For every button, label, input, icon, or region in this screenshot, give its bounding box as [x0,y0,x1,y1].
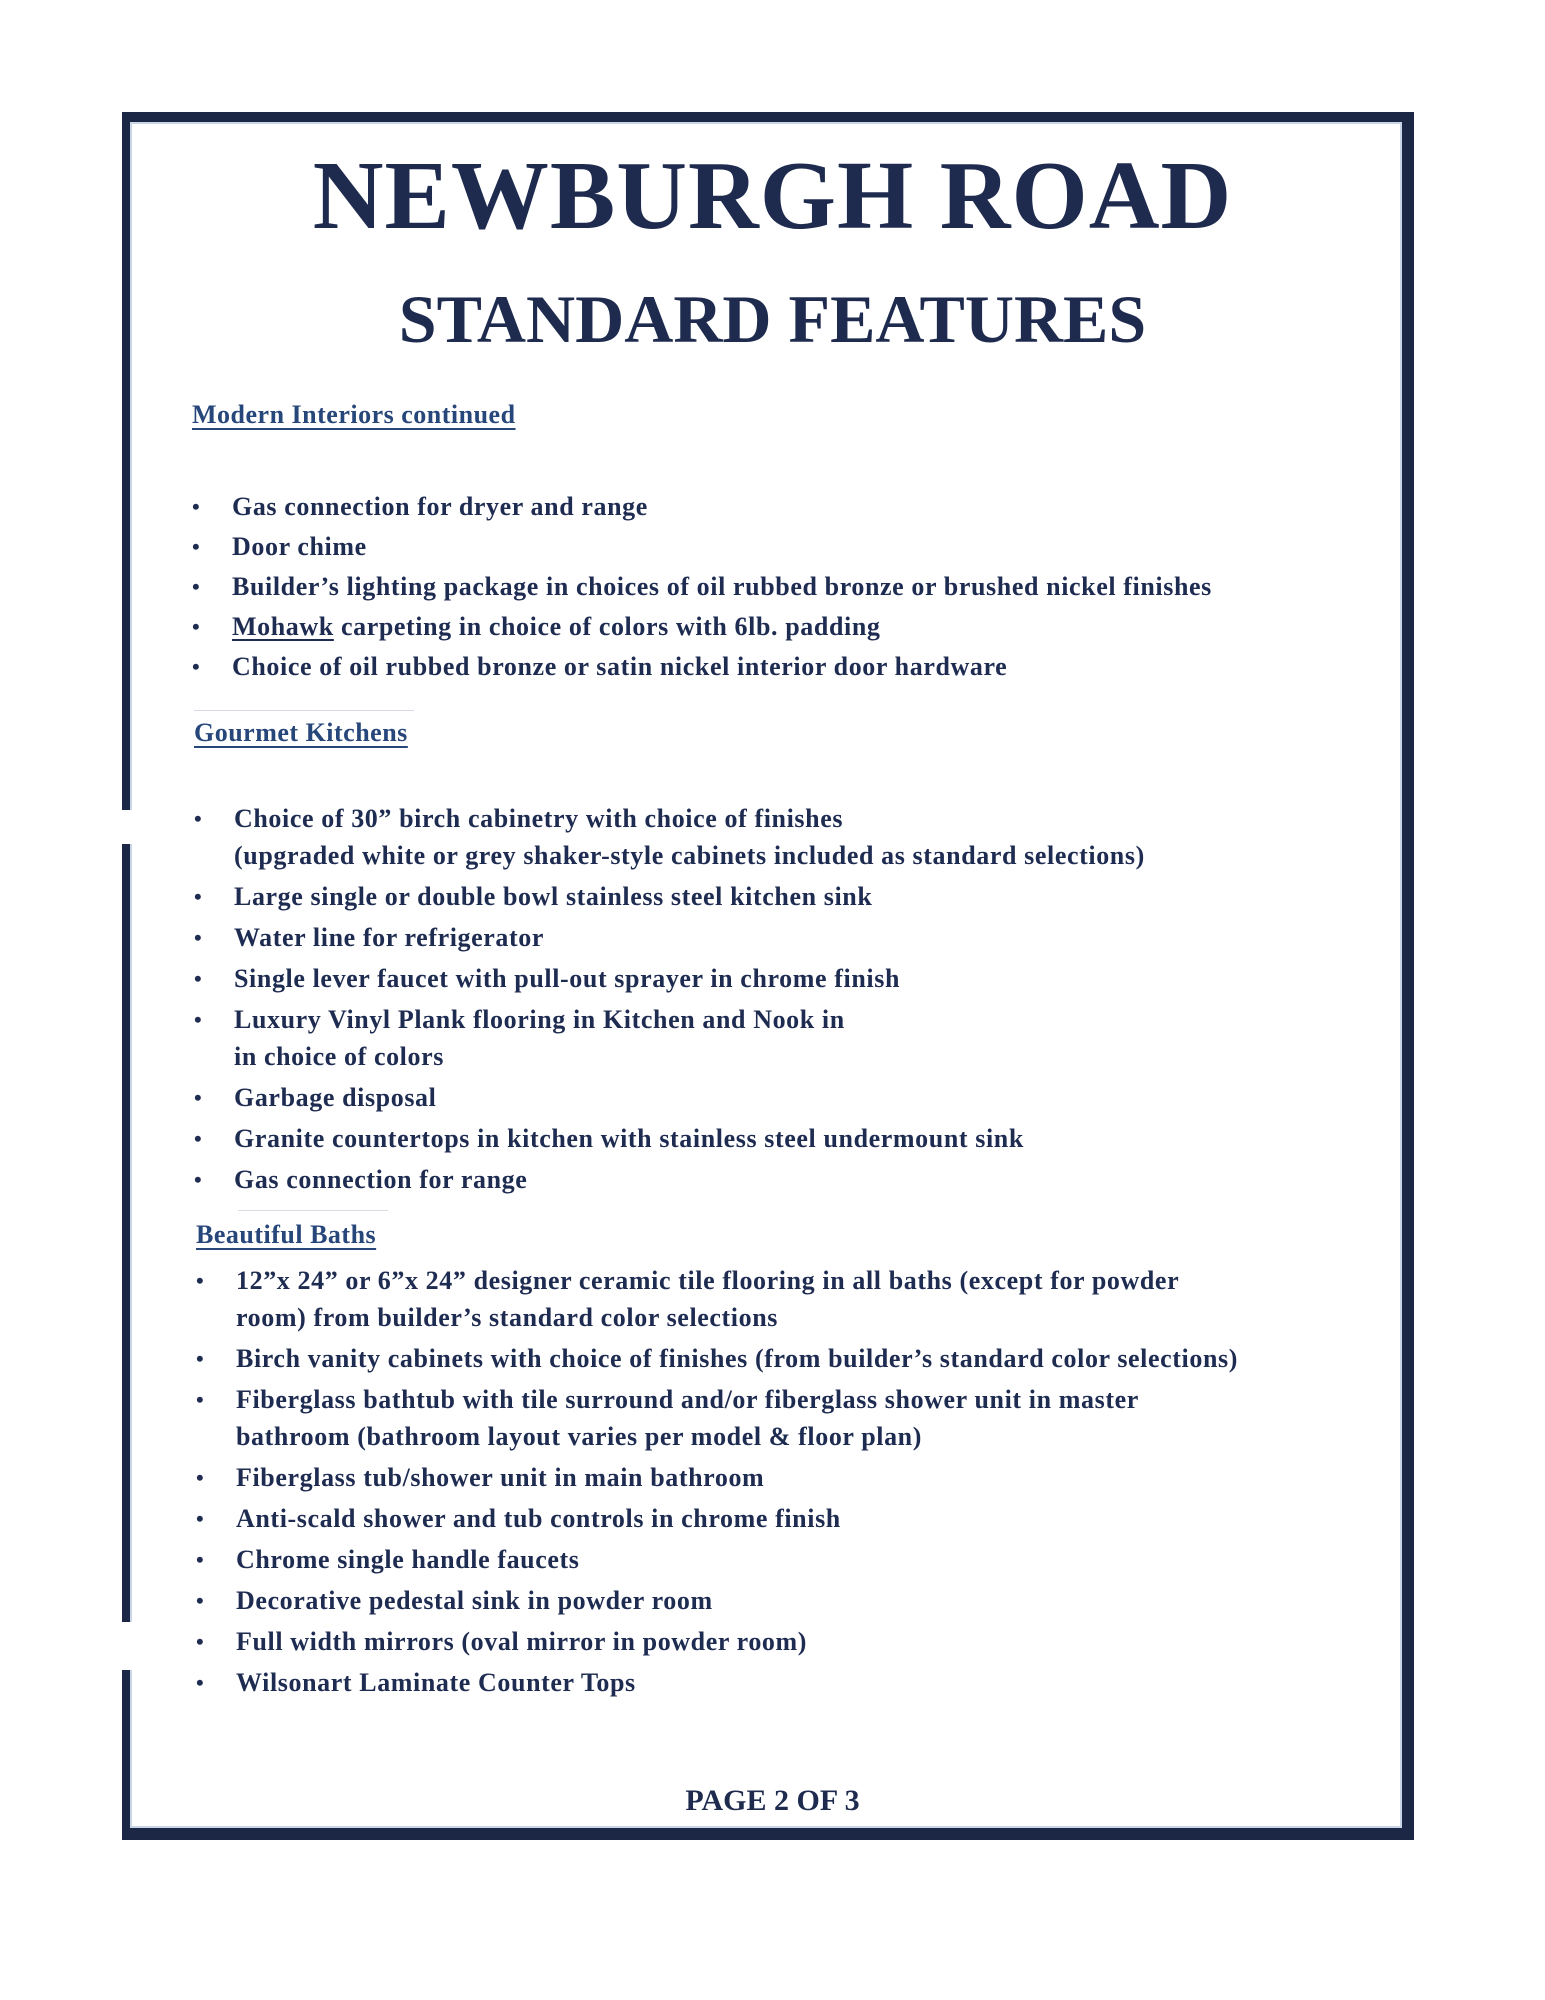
bullet-icon: • [196,1346,205,1371]
bullet-icon: • [194,925,203,950]
list-item: • Gas connection for range [194,1161,1354,1198]
section-heading-baths: Beautiful Baths [196,1220,377,1249]
border-gap [118,810,136,844]
list-item: • Single lever faucet with pull-out sprayer in chrome finish [194,960,1354,997]
bullet-icon: • [196,1268,205,1293]
bullet-icon: • [192,654,201,679]
list-item: • Water line for refrigerator [194,919,1354,956]
list-item: • Fiberglass bathtub with tile surround and/or fiberglass shower unit in master bathroom (bathroom layout varies per model & floor plan) [196,1381,1366,1455]
interiors-list [192,488,1352,688]
bullet-icon: • [194,1167,203,1192]
list-item: • Builder’s lighting package in choices of oil rubbed bronze or brushed nickel finishes [192,568,1352,605]
bullet-icon: • [194,884,203,909]
bullet-icon: • [196,1506,205,1531]
list-item: • Gas connection for dryer and range [192,488,1352,525]
bullet-icon: • [192,614,201,639]
list-item: • Large single or double bowl stainless steel kitchen sink [194,878,1354,915]
list-item: • Choice of 30” birch cabinetry with choice of finishes (upgraded white or grey shaker-style cabinets included as standard selections) [194,800,1354,874]
list-item: • Luxury Vinyl Plank flooring in Kitchen and Nook in in choice of colors [194,1001,1354,1075]
brand-name: Mohawk [232,612,334,641]
list-item: • Birch vanity cabinets with choice of finishes (from builder’s standard color selections) [196,1340,1366,1377]
list-item: • Chrome single handle faucets [196,1541,1366,1578]
list-item: • Garbage disposal [194,1079,1354,1116]
list-item: • Anti-scald shower and tub controls in chrome finish [196,1500,1366,1537]
bullet-icon: • [196,1629,205,1654]
section-heading-interiors: Modern Interiors continued [192,400,516,429]
bullet-icon: • [196,1547,205,1572]
bullet-icon: • [194,806,203,831]
kitchens-list [194,800,1354,1202]
bullet-icon: • [196,1387,205,1412]
bullet-icon: • [196,1465,205,1490]
list-item: • Wilsonart Laminate Counter Tops [196,1664,1366,1701]
list-item: • Decorative pedestal sink in powder room [196,1582,1366,1619]
bullet-icon: • [194,1085,203,1110]
page-subtitle: STANDARD FEATURES [398,281,1147,357]
bullet-icon: • [194,1007,203,1032]
baths-list [196,1262,1366,1705]
page-number: PAGE 2 OF 3 [685,1784,860,1817]
list-item: • 12”x 24” or 6”x 24” designer ceramic tile flooring in all baths (except for powder room) from builder’s standard color selections [196,1262,1366,1336]
section-heading-kitchens: Gourmet Kitchens [194,718,408,747]
list-item: • Choice of oil rubbed bronze or satin nickel interior door hardware [192,648,1352,685]
bullet-icon: • [192,574,201,599]
list-item: • Door chime [192,528,1352,565]
divider [194,710,414,711]
bullet-icon: • [192,494,201,519]
divider [238,1210,388,1211]
bullet-icon: • [196,1588,205,1613]
border-gap [118,1622,136,1670]
list-item: • Granite countertops in kitchen with stainless steel undermount sink [194,1120,1354,1157]
bullet-icon: • [196,1670,205,1695]
list-item: • Full width mirrors (oval mirror in powder room) [196,1623,1366,1660]
bullet-icon: • [194,966,203,991]
list-item: • Mohawk carpeting in choice of colors with 6lb. padding [192,608,1352,645]
bullet-icon: • [194,1126,203,1151]
list-item: • Fiberglass tub/shower unit in main bathroom [196,1459,1366,1496]
page-title: NEWBURGH ROAD [312,142,1233,250]
bullet-icon: • [192,534,201,559]
